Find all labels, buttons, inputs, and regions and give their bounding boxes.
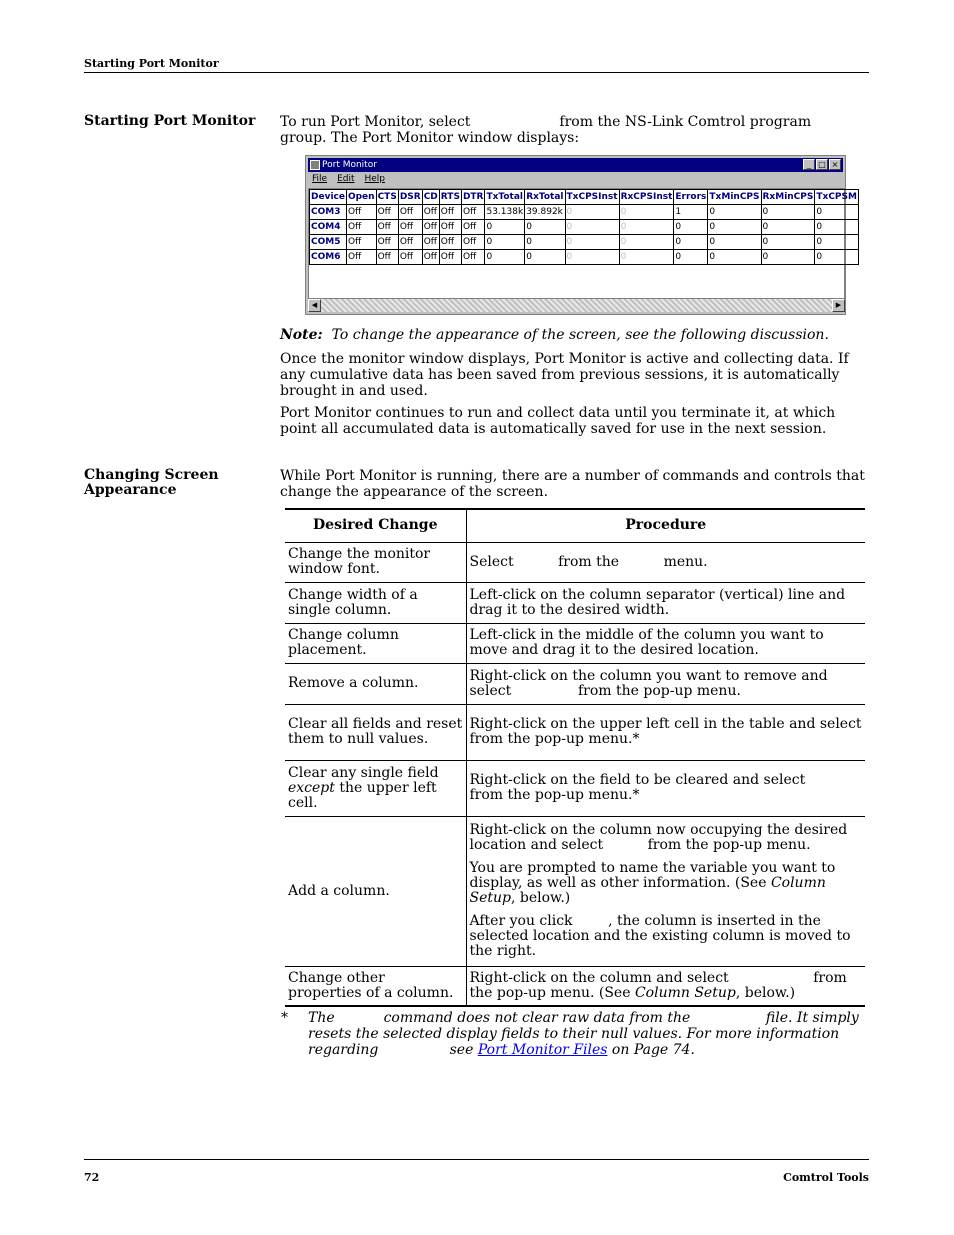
grid-cell[interactable]: 0 <box>619 205 674 220</box>
table-row <box>285 760 865 816</box>
running-header: Starting Port Monitor <box>84 57 219 70</box>
grid-cell[interactable]: Off <box>461 205 485 220</box>
grid-cell[interactable]: Off <box>398 220 422 235</box>
table-row <box>285 966 865 1006</box>
section-heading-text: Starting Port Monitor <box>84 113 256 129</box>
grid-cell[interactable]: 0 <box>674 235 708 250</box>
grid-cell[interactable]: Off <box>461 220 485 235</box>
grid-header-row <box>310 190 859 205</box>
grid-cell[interactable]: Off <box>398 205 422 220</box>
grid-device-cell[interactable]: COM6 <box>310 250 347 265</box>
note-label: Note: <box>280 327 323 343</box>
close-icon[interactable]: × <box>829 159 841 170</box>
footnote-line <box>308 1042 868 1058</box>
change-emphasis: except <box>288 779 335 796</box>
grid-cell[interactable]: 0 <box>674 220 708 235</box>
procedure-text: , below.) <box>735 984 796 1001</box>
grid-cell[interactable]: Off <box>398 235 422 250</box>
grid-device-cell[interactable]: COM5 <box>310 235 347 250</box>
procedure-emphasis: Column Setup <box>634 984 736 1001</box>
grid-cell[interactable]: 0 <box>674 250 708 265</box>
procedure-para: After you click , the column is inserted in the selected location and the existing column is moved to the right. <box>469 913 855 959</box>
procedure-cell: Right-click on the column you want to remove and select from the pop-up menu. <box>466 663 865 704</box>
horizontal-scrollbar[interactable] <box>308 299 845 312</box>
intro-line: To run Port Monitor, select from the NS-Link Comtrol program <box>280 114 812 130</box>
grid-cell[interactable]: 1 <box>674 205 708 220</box>
grid-column-header[interactable]: Errors <box>674 190 708 205</box>
section-heading-line: Changing Screen <box>84 467 219 483</box>
grid-cell[interactable]: 0 <box>485 235 525 250</box>
port-monitor-window <box>305 155 857 315</box>
change-text: the upper left cell. <box>288 779 437 811</box>
grid-column-header[interactable]: DSR <box>398 190 422 205</box>
grid-column-header[interactable]: RxMinCPS <box>761 190 815 205</box>
app-icon <box>310 160 320 170</box>
grid-cell[interactable]: 0 <box>525 250 565 265</box>
footnote-text: regarding see <box>308 1042 478 1058</box>
procedure-text: Right-click on the column and select from the pop-up menu. (See <box>469 969 852 1001</box>
grid-cell[interactable]: 39.892k <box>525 205 565 220</box>
grid-cell[interactable]: Off <box>376 250 398 265</box>
procedure-cell: Left-click in the middle of the column you want to move and drag it to the desired location. <box>466 623 865 663</box>
grid-cell[interactable]: 0 <box>485 220 525 235</box>
grid-cell[interactable]: 0 <box>761 235 815 250</box>
change-cell: Remove a column. <box>285 663 466 704</box>
grid-device-cell[interactable]: COM4 <box>310 220 347 235</box>
grid-cell[interactable]: Off <box>439 205 461 220</box>
section2-intro <box>280 468 875 500</box>
table-row <box>285 663 865 704</box>
table-row <box>285 816 865 966</box>
change-cell <box>285 760 466 816</box>
grid-cell[interactable]: Off <box>398 250 422 265</box>
maximize-icon[interactable]: □ <box>816 159 828 170</box>
grid-cell[interactable]: Off <box>422 220 439 235</box>
scroll-left-icon[interactable]: ◀ <box>308 299 321 312</box>
grid-cell[interactable]: 0 <box>761 220 815 235</box>
grid-cell[interactable]: 0 <box>708 205 761 220</box>
footer-rule <box>84 1159 869 1160</box>
grid-cell[interactable]: 0 <box>815 250 859 265</box>
change-cell: Change column placement. <box>285 623 466 663</box>
grid-cell[interactable]: 0 <box>708 220 761 235</box>
grid-cell[interactable]: 0 <box>761 250 815 265</box>
grid-cell[interactable]: Off <box>376 205 398 220</box>
footnote-line: The command does not clear raw data from the file. It simply <box>308 1010 859 1026</box>
window-titlebar <box>308 158 843 172</box>
window-title: Port Monitor <box>322 160 377 170</box>
column-header: Desired Change <box>285 509 466 542</box>
paragraph-terminate <box>280 405 870 437</box>
grid-cell[interactable]: Off <box>346 205 376 220</box>
window-menubar <box>308 173 843 186</box>
grid-column-header[interactable]: DTR <box>461 190 485 205</box>
grid-column-header[interactable]: RTS <box>439 190 461 205</box>
grid-cell[interactable]: 0 <box>525 220 565 235</box>
intro-line: change the appearance of the screen. <box>280 484 549 500</box>
grid-row <box>310 220 859 235</box>
table-row <box>285 623 865 663</box>
grid-cell[interactable]: 0 <box>708 235 761 250</box>
grid-cell[interactable]: Off <box>439 250 461 265</box>
para-line: any cumulative data has been saved from previous sessions, it is automatically <box>280 367 840 383</box>
procedure-para <box>470 861 863 906</box>
section-heading-changing <box>84 468 219 498</box>
minimize-icon[interactable]: _ <box>803 159 815 170</box>
para-line: point all accumulated data is automatically saved for use in the next session. <box>280 421 827 437</box>
grid-cell[interactable]: Off <box>376 235 398 250</box>
grid-cell[interactable]: Off <box>461 235 485 250</box>
section-heading-line: Appearance <box>84 482 177 498</box>
grid-cell[interactable]: 0 <box>485 250 525 265</box>
footer-chapter: Comtrol Tools <box>783 1171 869 1184</box>
note <box>280 327 829 343</box>
table-header-row <box>285 509 865 542</box>
grid-cell[interactable]: Off <box>376 220 398 235</box>
change-text: Clear any single field <box>288 764 439 781</box>
grid-device-cell[interactable]: COM3 <box>310 205 347 220</box>
paragraph-active <box>280 351 870 399</box>
port-monitor-files-link[interactable]: Port Monitor Files <box>477 1042 608 1058</box>
procedure-cell <box>466 816 865 966</box>
grid-column-header[interactable]: RxTotal <box>525 190 565 205</box>
grid-cell[interactable]: Off <box>422 205 439 220</box>
grid-cell[interactable]: Off <box>346 235 376 250</box>
page-number: 72 <box>84 1171 100 1184</box>
grid-column-header[interactable]: TxCPSInst <box>565 190 619 205</box>
grid-cell[interactable]: 0 <box>565 250 619 265</box>
procedure-table <box>285 508 907 1007</box>
change-cell: Change width of a single column. <box>285 582 466 623</box>
change-cell: Change the monitor window font. <box>285 542 466 582</box>
change-cell: Change other properties of a column. <box>285 966 466 1006</box>
grid-cell[interactable]: Off <box>439 220 461 235</box>
grid-cell[interactable]: Off <box>346 220 376 235</box>
grid-cell[interactable]: 0 <box>815 235 859 250</box>
procedure-text: , below.) <box>510 890 571 906</box>
procedure-cell: Left-click on the column separator (vertical) line and drag it to the desired width. <box>466 582 865 623</box>
grid-cell[interactable]: Off <box>346 250 376 265</box>
intro-paragraph <box>280 114 870 146</box>
header-rule <box>84 72 869 73</box>
menu-help[interactable]: Help <box>364 174 386 184</box>
grid-column-header[interactable]: TxCPSM <box>815 190 859 205</box>
grid-cell[interactable]: Off <box>422 235 439 250</box>
grid-cell[interactable]: 0 <box>815 220 859 235</box>
grid-cell[interactable]: 0 <box>619 250 674 265</box>
procedure-cell: Right-click on the field to be cleared and select from the pop-up menu.* <box>466 760 865 816</box>
grid-row <box>310 250 859 265</box>
grid-cell[interactable]: 0 <box>565 205 619 220</box>
para-line: Port Monitor continues to run and collect data until you terminate it, at which <box>280 405 836 421</box>
table-row <box>285 704 865 760</box>
procedure-emphasis: Column Setup <box>469 875 826 906</box>
grid-cell[interactable]: 0 <box>708 250 761 265</box>
grid-cell[interactable]: 0 <box>619 220 674 235</box>
grid-column-header[interactable]: CD <box>422 190 439 205</box>
grid-column-header[interactable]: TxTotal <box>485 190 525 205</box>
section-heading-starting <box>84 114 264 129</box>
footnote-mark: * <box>281 1010 288 1026</box>
procedure-cell: Right-click on the upper left cell in the table and select from the pop-up menu.* <box>466 704 865 760</box>
para-line: brought in and used. <box>280 383 428 399</box>
table-row <box>285 582 865 623</box>
column-header: Procedure <box>466 509 865 542</box>
port-grid <box>308 188 857 299</box>
procedure-cell <box>466 966 865 1006</box>
change-cell: Add a column. <box>285 816 466 966</box>
grid-column-header[interactable]: TxMinCPS <box>708 190 761 205</box>
grid-cell[interactable]: 0 <box>761 205 815 220</box>
footnote <box>308 1010 868 1058</box>
procedure-cell: Select from the menu. <box>466 542 865 582</box>
table-row <box>285 542 865 582</box>
para-line: Once the monitor window displays, Port Monitor is active and collecting data. If <box>280 351 849 367</box>
footnote-line: resets the selected display fields to their null values. For more information <box>308 1026 840 1042</box>
grid-cell[interactable]: Off <box>422 250 439 265</box>
scroll-right-icon[interactable]: ▶ <box>832 299 845 312</box>
change-cell: Clear all fields and reset them to null values. <box>285 704 466 760</box>
grid-cell[interactable]: Off <box>461 250 485 265</box>
grid-cell[interactable]: Off <box>439 235 461 250</box>
grid-column-header[interactable]: RxCPSInst <box>619 190 674 205</box>
procedure-text: You are prompted to name the variable you want to display, as well as other information. (See <box>469 860 836 891</box>
menu-edit[interactable]: Edit <box>337 174 355 184</box>
intro-line: group. The Port Monitor window displays: <box>280 130 580 146</box>
grid-cell[interactable]: 0 <box>815 205 859 220</box>
grid-cell[interactable]: 0 <box>525 235 565 250</box>
grid-cell[interactable]: 0 <box>565 235 619 250</box>
intro-line: While Port Monitor is running, there are a number of commands and controls that <box>280 468 865 484</box>
grid-column-header[interactable]: CTS <box>376 190 398 205</box>
grid-cell[interactable]: 53.138k <box>485 205 525 220</box>
grid-cell[interactable]: 0 <box>619 235 674 250</box>
grid-row <box>310 205 859 220</box>
menu-file[interactable]: File <box>312 174 328 184</box>
grid-cell[interactable]: 0 <box>565 220 619 235</box>
grid-column-header[interactable]: Open <box>346 190 376 205</box>
grid-column-header[interactable]: Device <box>310 190 347 205</box>
procedure-para: Right-click on the column now occupying the desired location and select from the pop-up menu. <box>469 822 852 853</box>
footnote-text: on Page 74. <box>607 1042 695 1058</box>
note-text: To change the appearance of the screen, see the following discussion. <box>331 327 829 343</box>
grid-row <box>310 235 859 250</box>
